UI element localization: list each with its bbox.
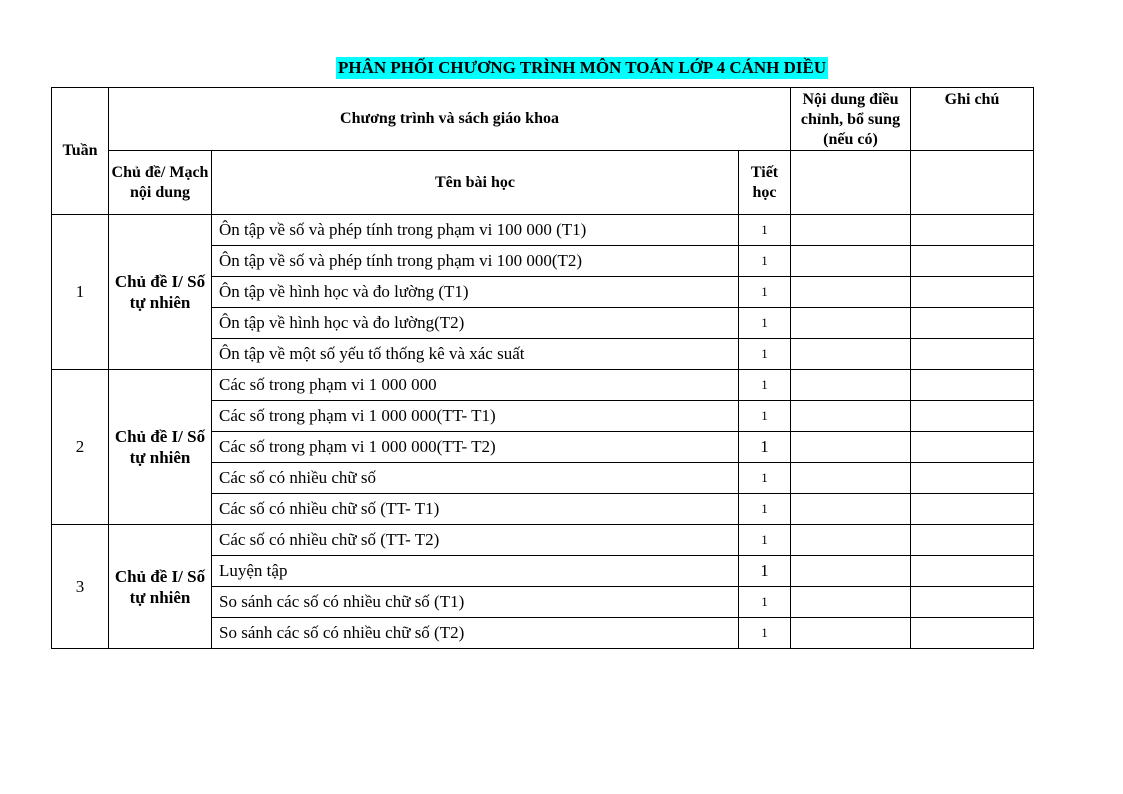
lesson-name: Các số có nhiều chữ số (TT- T2): [212, 525, 739, 556]
adjustment-cell: [791, 401, 911, 432]
header-chuong-trinh: Chương trình và sách giáo khoa: [109, 88, 791, 151]
adjustment-cell: [791, 277, 911, 308]
lesson-name: Luyện tập: [212, 556, 739, 587]
note-cell: [911, 494, 1034, 525]
lesson-name: Ôn tập về hình học và đo lường (T1): [212, 277, 739, 308]
adjustment-cell: [791, 556, 911, 587]
lesson-periods: 1: [739, 215, 791, 246]
adjustment-cell: [791, 494, 911, 525]
note-cell: [911, 215, 1034, 246]
lesson-name: Ôn tập về hình học và đo lường(T2): [212, 308, 739, 339]
header-ten-bai: Tên bài học: [212, 151, 739, 215]
week-number: 2: [52, 370, 109, 525]
table-row: [52, 215, 1034, 246]
header-tiet-hoc: Tiết học: [739, 151, 791, 215]
adjustment-cell: [791, 587, 911, 618]
adjustment-cell: [791, 618, 911, 649]
note-cell: [911, 587, 1034, 618]
note-cell: [911, 525, 1034, 556]
topic-cell: Chủ đề I/ Số tự nhiên: [109, 370, 212, 525]
adjustment-cell: [791, 339, 911, 370]
note-cell: [911, 618, 1034, 649]
lesson-name: So sánh các số có nhiều chữ số (T2): [212, 618, 739, 649]
adjustment-cell: [791, 246, 911, 277]
header-tuan: Tuần: [52, 88, 109, 215]
lesson-periods: 1: [739, 494, 791, 525]
adjustment-cell: [791, 215, 911, 246]
note-cell: [911, 246, 1034, 277]
lesson-name: Ôn tập về số và phép tính trong phạm vi 100 000 (T1): [212, 215, 739, 246]
lesson-periods: 1: [739, 401, 791, 432]
header-row-top: [52, 88, 1034, 151]
lesson-name: Các số có nhiều chữ số: [212, 463, 739, 494]
adjustment-cell: [791, 370, 911, 401]
lesson-name: So sánh các số có nhiều chữ số (T1): [212, 587, 739, 618]
note-cell: [911, 432, 1034, 463]
lesson-name: Các số có nhiều chữ số (TT- T1): [212, 494, 739, 525]
header-row-bottom: [52, 151, 1034, 215]
lesson-name: Các số trong phạm vi 1 000 000(TT- T2): [212, 432, 739, 463]
note-cell: [911, 277, 1034, 308]
adjustment-cell: [791, 463, 911, 494]
lesson-periods: 1: [739, 370, 791, 401]
note-cell: [911, 370, 1034, 401]
lesson-periods: 1: [739, 587, 791, 618]
header-ghi-chu: Ghi chú: [911, 88, 1034, 151]
table-row: [52, 525, 1034, 556]
adjustment-cell: [791, 525, 911, 556]
lesson-periods: 1: [739, 432, 791, 463]
note-cell: [911, 463, 1034, 494]
lesson-periods: 1: [739, 308, 791, 339]
lesson-periods: 1: [739, 277, 791, 308]
topic-cell: Chủ đề I/ Số tự nhiên: [109, 215, 212, 370]
adjustment-cell: [791, 432, 911, 463]
lesson-periods: 1: [739, 525, 791, 556]
curriculum-table: [51, 87, 1034, 649]
header-noi-dung: Nội dung điều chỉnh, bổ sung (nếu có): [791, 88, 911, 151]
table-row: [52, 370, 1034, 401]
header-ghi-chu-empty: [911, 151, 1034, 215]
note-cell: [911, 401, 1034, 432]
lesson-name: Các số trong phạm vi 1 000 000(TT- T1): [212, 401, 739, 432]
lesson-periods: 1: [739, 463, 791, 494]
lesson-name: Ôn tập về số và phép tính trong phạm vi 100 000(T2): [212, 246, 739, 277]
note-cell: [911, 308, 1034, 339]
topic-cell: Chủ đề I/ Số tự nhiên: [109, 525, 212, 649]
lesson-periods: 1: [739, 618, 791, 649]
header-chu-de: Chủ đề/ Mạch nội dung: [109, 151, 212, 215]
adjustment-cell: [791, 308, 911, 339]
week-number: 1: [52, 215, 109, 370]
note-cell: [911, 556, 1034, 587]
lesson-name: Các số trong phạm vi 1 000 000: [212, 370, 739, 401]
lesson-periods: 1: [739, 246, 791, 277]
lesson-periods: 1: [739, 556, 791, 587]
lesson-periods: 1: [739, 339, 791, 370]
lesson-name: Ôn tập về một số yếu tố thống kê và xác suất: [212, 339, 739, 370]
week-number: 3: [52, 525, 109, 649]
document-title: PHÂN PHỐI CHƯƠNG TRÌNH MÔN TOÁN LỚP 4 CÁNH DIỀU: [338, 58, 827, 77]
note-cell: [911, 339, 1034, 370]
header-noi-dung-empty: [791, 151, 911, 215]
